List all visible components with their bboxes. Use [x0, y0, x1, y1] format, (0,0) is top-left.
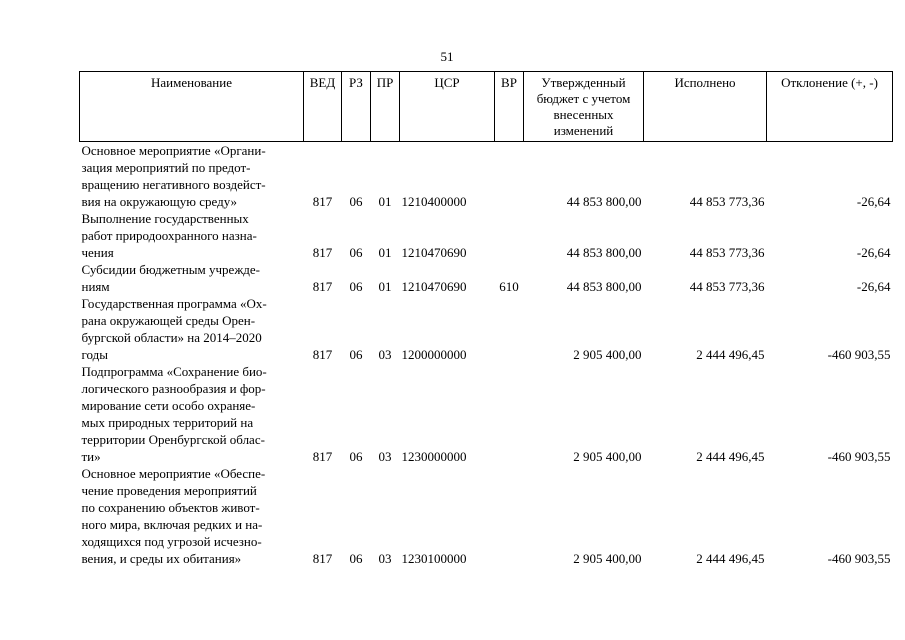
cell-approved: 44 853 800,00: [566, 279, 642, 294]
cell-approved: 44 853 800,00: [566, 194, 642, 209]
name-line: Основное мероприятие «Обеспе-: [81, 466, 266, 481]
name-line: Государственная программа «Ох-: [81, 296, 267, 311]
name-line: Выполнение государственных: [81, 211, 249, 226]
cell-executed: 2 444 496,45: [696, 347, 765, 362]
cell-executed: 44 853 773,36: [689, 245, 765, 260]
cell-executed: 44 853 773,36: [689, 279, 765, 294]
cell-pr: 01: [378, 279, 392, 294]
cell-deviation: -26,64: [856, 194, 891, 209]
cell-rz: 06: [349, 194, 363, 209]
cell-csr: 1200000000: [401, 347, 467, 362]
cell-name: [80, 210, 304, 261]
cell-ved: 817: [312, 347, 333, 362]
name-line: Основное мероприятие «Органи-: [81, 143, 266, 158]
table-row: [80, 261, 893, 295]
name-line: бургской области» на 2014–2020: [81, 330, 262, 345]
name-line: ти»: [81, 449, 101, 464]
cell-deviation: -26,64: [856, 279, 891, 294]
cell-vr: [495, 210, 524, 261]
name-line: рана окружающей среды Орен-: [81, 313, 256, 328]
cell-vr: [495, 295, 524, 363]
cell-csr: 1210470690: [401, 279, 467, 294]
cell-deviation: -26,64: [856, 245, 891, 260]
cell-name: [80, 261, 304, 295]
name-line: ниям: [81, 279, 110, 294]
name-line: мирование сети особо охраняе-: [81, 398, 256, 413]
cell-deviation: -460 903,55: [827, 347, 891, 362]
cell-rz: 06: [349, 279, 363, 294]
cell-csr: 1230000000: [401, 449, 467, 464]
table-body: [80, 142, 893, 568]
cell-pr: 03: [378, 347, 392, 362]
cell-name: [80, 142, 304, 211]
cell-name: [80, 363, 304, 465]
name-line: Подпрограмма «Сохранение био-: [81, 364, 267, 379]
cell-pr: 01: [378, 245, 392, 260]
cell-vr: [495, 142, 524, 211]
cell-executed: 2 444 496,45: [696, 449, 765, 464]
cell-executed: 44 853 773,36: [689, 194, 765, 209]
cell-rz: 06: [349, 347, 363, 362]
name-line: логического разнообразия и фор-: [81, 381, 266, 396]
name-line: вения, и среды их обитания»: [81, 551, 242, 566]
name-line: чения: [81, 245, 114, 260]
cell-ved: 817: [312, 194, 333, 209]
table-row: [80, 295, 893, 363]
cell-name: [80, 295, 304, 363]
name-line: ходящихся под угрозой исчезно-: [81, 534, 262, 549]
header-name: Наименование: [80, 72, 304, 142]
cell-ved: 817: [312, 551, 333, 566]
name-line: Субсидии бюджетным учрежде-: [81, 262, 261, 277]
header-deviation: Отклонение (+, -): [767, 72, 893, 142]
table-row: [80, 465, 893, 567]
name-line: зация мероприятий по предот-: [81, 160, 251, 175]
header-csr: ЦСР: [400, 72, 495, 142]
cell-vr: [495, 465, 524, 567]
name-line: вращению негативного воздейст-: [81, 177, 266, 192]
table-row: [80, 363, 893, 465]
cell-pr: 03: [378, 551, 392, 566]
cell-rz: 06: [349, 551, 363, 566]
cell-csr: 1210400000: [401, 194, 467, 209]
header-pr: ПР: [371, 72, 400, 142]
cell-rz: 06: [349, 449, 363, 464]
name-line: работ природоохранного назна-: [81, 228, 257, 243]
cell-executed: 2 444 496,45: [696, 551, 765, 566]
budget-table: [79, 71, 893, 567]
name-line: годы: [81, 347, 108, 362]
page-number: 51: [440, 49, 454, 64]
cell-name: [80, 465, 304, 567]
header-vr: ВР: [495, 72, 524, 142]
name-line: мых природных территорий на: [81, 415, 254, 430]
cell-csr: 1230100000: [401, 551, 467, 566]
cell-approved: 44 853 800,00: [566, 245, 642, 260]
cell-rz: 06: [349, 245, 363, 260]
cell-approved: 2 905 400,00: [573, 449, 642, 464]
cell-vr: 610: [499, 279, 519, 294]
cell-approved: 2 905 400,00: [573, 551, 642, 566]
table-row: [80, 210, 893, 261]
cell-approved: 2 905 400,00: [573, 347, 642, 362]
header-approved: Утвержденный бюджет с учетом внесенных изменений: [524, 72, 644, 142]
cell-csr: 1210470690: [401, 245, 467, 260]
cell-ved: 817: [312, 279, 333, 294]
cell-deviation: -460 903,55: [827, 449, 891, 464]
name-line: чение проведения мероприятий: [81, 483, 257, 498]
header-executed: Исполнено: [644, 72, 767, 142]
table-header: [80, 72, 893, 142]
cell-pr: 03: [378, 449, 392, 464]
cell-ved: 817: [312, 449, 333, 464]
cell-ved: 817: [312, 245, 333, 260]
cell-pr: 01: [378, 194, 392, 209]
cell-deviation: -460 903,55: [827, 551, 891, 566]
name-line: по сохранению объектов живот-: [81, 500, 260, 515]
name-line: вия на окружающую среду»: [81, 194, 238, 209]
cell-vr: [495, 363, 524, 465]
header-ved: ВЕД: [304, 72, 342, 142]
header-rz: РЗ: [342, 72, 371, 142]
name-line: ного мира, включая редких и на-: [81, 517, 263, 532]
name-line: территории Оренбургской облас-: [81, 432, 265, 447]
table-row: [80, 142, 893, 211]
